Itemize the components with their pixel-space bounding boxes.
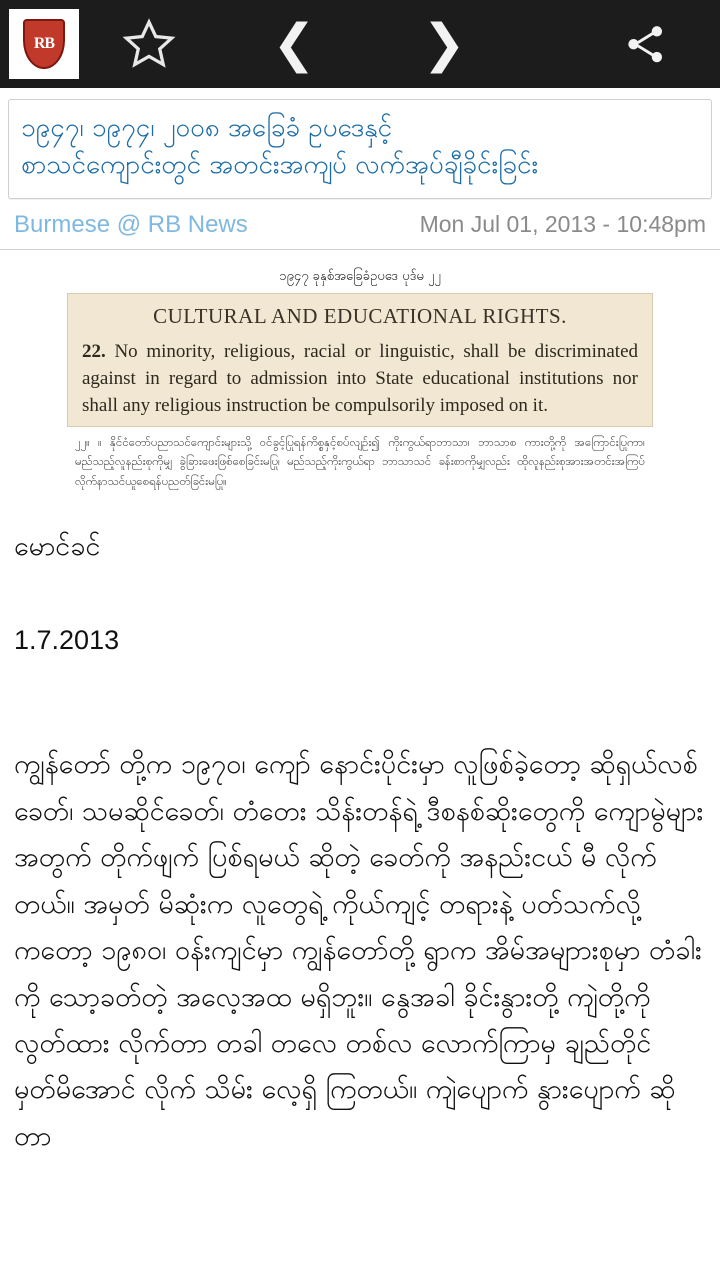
favorite-star-button[interactable] [79,0,219,88]
article-date: Mon Jul 01, 2013 - 10:48pm [419,210,706,237]
rb-shield-logo: RB [23,19,65,69]
byline-row [0,211,720,250]
scan-clause-text [82,339,638,420]
chevron-right-icon: ❯ [422,14,466,74]
share-button[interactable] [570,0,720,88]
chevron-left-icon: ❮ [272,14,316,74]
article-paragraph: ကျွန်တော် တို့က ၁၉၇၀၊ ကျော် နောင်းပိုင်းမှာ လူဖြစ်ခဲ့တော့ ဆိုရှယ်လစ်ခေတ်၊ သမဆိုင်ခေတ်၊ တံတေး သိန်းတန်ရဲ့ ဒီစနစ်ဆိုးတွေကို ကျောမွဲများ အတွက် တိုက်ဖျက် ပြစ်ရမယ် ဆိုတဲ့ ခေတ်ကို အနည်းငယ် မီ လိုက်တယ်။ အမှတ် မိဆုံးက လူတွေရဲ့ ကိုယ်ကျင့် တရားနဲ့ ပတ်သက်လို့ ကတော့ ၁၉၈၀၊ ဝန်းကျင်မှာ ကျွန်တော်တို့ ရွာက အိမ်အမျာားစုမှာ တံခါးကို သော့ခတ်တဲ့ အလေ့အထ မရှိဘူး။ နွေအခါ ခိုင်းနွားတို့ ကျဲတို့ကို လွတ်ထား လိုက်တာ တခါ တလေ တစ်လ လောက်ကြာမှ ချည်တိုင် မှတ်မိအောင် လိုက် သိမ်း လေ့ရှိ ကြတယ်။ ကျဲပျောက် နွားပျောက် ဆိုတာ [14,749,704,1152]
article-title-line-2: စာသင်ကျောင်းတွင် အတင်းအကျပ် လက်အုပ်ချီခိုင်းခြင်း [21,149,539,180]
article-title-card [8,99,712,199]
previous-article-button[interactable] [219,0,369,88]
author-name: မောင်ခင် [14,531,101,563]
body-date: 1.7.2013 [14,625,120,656]
next-article-button[interactable] [369,0,519,88]
article-source[interactable]: Burmese @ RB News [14,210,248,238]
top-toolbar [0,0,720,88]
app-logo-button[interactable] [9,9,79,79]
article-title-line-1: ၁၉၄၇၊ ၁၉၇၄၊ ၂၀၀၈ အခြေခံ ဥပဒေနှင့် [21,113,393,143]
chevron-left-small-icon: ‹ [9,27,19,60]
article-body [0,268,720,1160]
scan-clause-number: 22. [82,340,106,362]
share-icon [622,20,668,68]
figure-caption: ၁၉၄၇ ခုနှစ်အခြေခံဥပဒေ ပုဒ်မ ၂၂ [279,268,441,284]
scan-burmese-translation: ၂၂။ ။ နိုင်ငံတော်ပညာသင်ကျောင်းများသို့ ဝင်ခွင့်ပြုရန်ကိစ္စနှင့်စပ်လျဉ်း၍ ကိုးကွယ်ရာဘာသာ၊ ဘာသာစ ကားတို့ကို အကြောင်းပြုကာ၊ မည်သည့်လူနည်းစုကိုမျှ ခွဲခြားဖေးဖြစ်စေခြင်းမပြု၊ မည်သည့်ကိုးကွယ်ရာ ဘာသာသင် ခန်းစာကိုမျှလည်း ထိုလူနည်းစုအားအတင်းအကြပ်လိုက်နာသင်ယူစေရန်ပညတ်ခြင်းမပြု။ [75,434,645,488]
constitution-scan-image [67,293,653,427]
scan-clause-body: No minority, religious, racial or linguistic, shall be discriminated against in regard to admission into State educational institutions nor shall any religious instruction be compulsorily imposed on it. [82,340,639,416]
star-outline-icon [121,16,177,72]
scan-heading: CULTURAL AND EDUCATIONAL RIGHTS. [153,303,567,328]
